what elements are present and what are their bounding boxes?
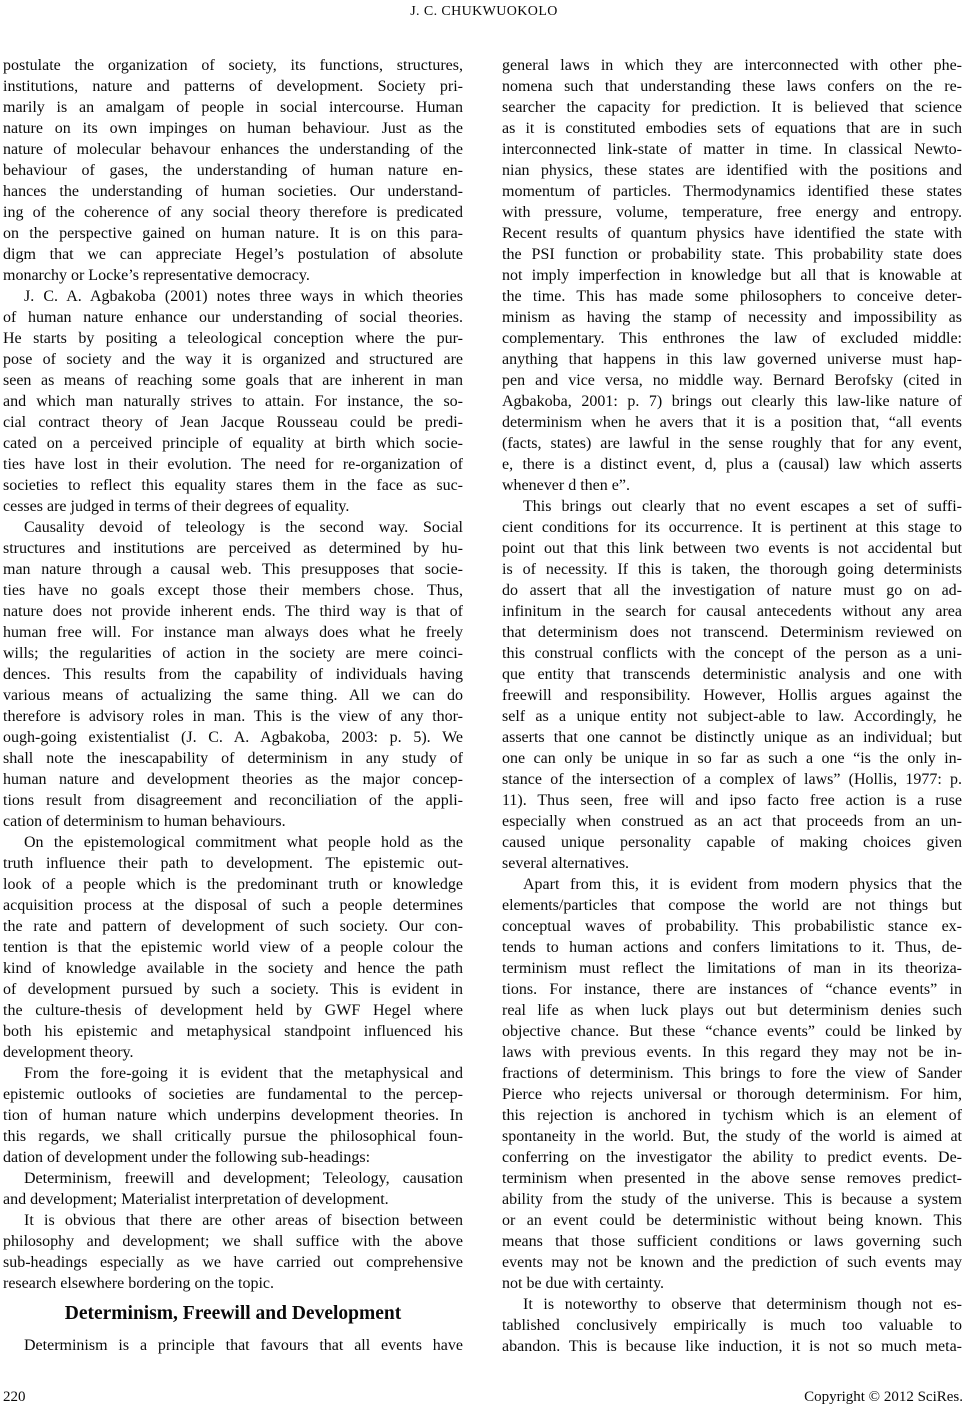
text-line: It is noteworthy to observe that determinism though not es-	[523, 1296, 962, 1313]
text-line: digm that we can appreciate Hegel’s postulation of absolute	[3, 246, 463, 263]
text-line: He starts by positing a teleological conception where the pur-	[3, 330, 463, 347]
section-heading: Determinism, Freewill and Development	[64, 1303, 402, 1324]
text-line: Pierce who rejects universal or thorough determinism. For him,	[502, 1086, 962, 1103]
text-line: pose of society and the way it is organized and structured are	[3, 351, 463, 368]
text-line: both his epistemic and metaphysical standpoint influenced his	[3, 1023, 463, 1040]
text-line: dation of development under the following sub-headings:	[3, 1149, 371, 1166]
text-line: behaviour of gases, the understanding of human nature en-	[3, 162, 463, 179]
text-line: societies to reflect this equality stares them in the face as suc-	[3, 477, 463, 494]
text-line: human free will. For instance man always does what he freely	[3, 624, 463, 641]
text-line: objective chance. But these “chance events” could be linked by	[502, 1023, 962, 1040]
text-line: nature does not provide inherent ends. The third way is that of	[3, 603, 463, 620]
text-line: cesses are judged in terms of their degrees of equality.	[3, 498, 350, 515]
text-line: fractions of determinism. This brings to fore the view of Sander	[502, 1065, 962, 1082]
text-line: nature of molecular behavour enhances the understanding of the	[3, 141, 463, 158]
text-line: several alternatives.	[502, 855, 630, 872]
text-line: anything that happens in this law governed universe must hap-	[502, 351, 962, 368]
text-line: do assert that all the investigation of nature must go on ad-	[502, 582, 962, 599]
text-line: general laws in which they are interconnected with other phe-	[502, 57, 962, 74]
text-line: nian physics, these states are identified with the positions and	[502, 162, 962, 179]
text-line: tions result from disagreement and reconciliation of the appli-	[3, 792, 463, 809]
left-column	[3, 55, 463, 1357]
paragraph	[3, 1168, 463, 1210]
text-line: human nature and development theories as the major concep-	[3, 771, 463, 788]
text-line: real life as when luck plays out but determinism denies such	[502, 1002, 962, 1019]
text-line: (facts, states) are lawful in the sense roughly that for any event,	[502, 435, 962, 452]
text-line: nature on its own impinges on human behaviour. Just as the	[3, 120, 463, 137]
text-line: ties have lost in their evolution. The need for re-organization of	[3, 456, 463, 473]
text-line: seen as means of reaching some goals that are inherent in man	[3, 372, 463, 389]
text-line: asserts that one cannot be distinctly unique as an individual; but	[502, 729, 962, 746]
text-line: cated on a perceived principle of equality at birth which socie-	[3, 435, 463, 452]
paragraph	[3, 55, 463, 286]
text-line: Causality devoid of teleology is the second way. Social	[24, 519, 463, 536]
text-line: research elsewhere bordering on the topic.	[3, 1275, 274, 1292]
text-line: this regards, we shall critically pursue the philosophical foun-	[3, 1128, 463, 1145]
text-line: not imply imperfection in knowledge but all that is knowable at	[502, 267, 962, 284]
text-line: development theory.	[3, 1044, 134, 1061]
text-line: the culture-thesis of development held by GWF Hegel where	[3, 1002, 463, 1019]
text-line: philosophy and development; we shall suffice with the above	[3, 1233, 463, 1250]
text-line: cient conditions for its occurrence. It is pertinent at this stage to	[502, 519, 962, 536]
paragraph	[3, 1063, 463, 1168]
text-line: Apart from this, it is evident from modern physics that the	[523, 876, 962, 893]
text-line: whenever d then e”.	[502, 477, 630, 494]
text-line: or an event could be deterministic without being known. This	[502, 1212, 962, 1229]
text-line: terminism must reflect the limitations of man in its theoriza-	[502, 960, 962, 977]
paragraph	[502, 874, 962, 1294]
text-line: J. C. A. Agbakoba (2001) notes three ways in which theories	[24, 288, 463, 305]
text-line: the rate and pattern of development of such society. Our con-	[3, 918, 463, 935]
text-line: interconnected link-state of matter in time. In classical Newto-	[502, 141, 962, 158]
text-line: not be due with certainty.	[502, 1275, 665, 1292]
paragraph	[3, 286, 463, 517]
text-line: means that those sufficient conditions or laws governing such	[502, 1233, 962, 1250]
text-line: hances the understanding of human societies. Our understand-	[3, 183, 463, 200]
text-line: 11). Thus seen, free will and ipso facto free action is a ruse	[502, 792, 962, 809]
text-line: man nature through a causal web. This presupposes that socie-	[3, 561, 463, 578]
text-line: postulate the organization of society, its functions, structures,	[3, 57, 463, 74]
text-line: point out that this link between two events is not accidental but	[502, 540, 962, 557]
text-line: conferring on the investigator the ability to predict events. De-	[502, 1149, 962, 1166]
text-line: the PSI function or probability state. This probability state does	[502, 246, 962, 263]
text-line: tions. For instance, there are instances of “chance events” in	[502, 981, 962, 998]
two-column-body	[3, 55, 962, 1357]
text-line: conceptual waves of probability. This probabilistic stance ex-	[502, 918, 962, 935]
text-line: epistemic outlooks of societies are fundamental to the percep-	[3, 1086, 463, 1103]
paragraph	[502, 55, 962, 496]
text-line: that determinism does not transcend. Determinism reviewed on	[502, 624, 962, 641]
text-line: monarchy or Locke’s representative democracy.	[3, 267, 310, 284]
text-line: nomena such that understanding these laws confers on the re-	[502, 78, 962, 95]
text-line: Determinism is a principle that favours that all events have	[24, 1337, 463, 1354]
paragraph	[3, 517, 463, 832]
text-line: sub-headings especially as we have carried out comprehensive	[3, 1254, 463, 1271]
text-line: tion of human nature which underpins development theories. In	[3, 1107, 463, 1124]
text-line: the time. This has made some philosophers to conceive deter-	[502, 288, 962, 305]
paragraph	[3, 832, 463, 1063]
text-line: stance of the intersection of a complex of laws” (Hollis, 1977: p.	[502, 771, 962, 788]
text-line: and which man naturally strives to attain. For instance, the so-	[3, 393, 463, 410]
text-line: Agbakoba, 2001: p. 7) brings out clearly this law-like nature of	[502, 393, 962, 410]
text-line: kind of knowledge available in the society and hence the path	[3, 960, 463, 977]
text-line: From the fore-going it is evident that the metaphysical and	[24, 1065, 463, 1082]
text-line: is of necessity. If this is taken, the thorough going determinists	[502, 561, 962, 578]
paragraph	[502, 1294, 962, 1357]
copyright-notice: Copyright © 2012 SciRes.	[804, 1389, 963, 1405]
text-line: On the epistemological commitment what people hold as the	[24, 834, 463, 851]
text-line: marily is an amalgam of people in social intercourse. Human	[3, 99, 463, 116]
text-line: terminism when presented in the above sense removes predict-	[502, 1170, 962, 1187]
text-line: cial contract theory of Jean Jacque Rousseau could be predi-	[3, 414, 463, 431]
text-line: tention is that the epistemic world view of a people colour the	[3, 939, 463, 956]
text-line: ties have no goals except those their members chose. Thus,	[3, 582, 463, 599]
text-line: que entity that transcends deterministic analysis and one with	[502, 666, 962, 683]
text-line: on the perspective gained on human nature. It is on this para-	[3, 225, 463, 242]
text-line: searcher the capacity for prediction. It is believed that science	[502, 99, 962, 116]
text-line: cation of determinism to human behaviours.	[3, 813, 286, 830]
text-line: self as a unique entity not subject-able to law. Accordingly, he	[502, 708, 962, 725]
text-line: ability from the study of the universe. This is because a system	[502, 1191, 962, 1208]
page-footer	[3, 1388, 963, 1406]
text-line: abandon. This is because like induction, it is not so much meta-	[502, 1338, 962, 1355]
text-line: elements/particles that compose the world are not things but	[502, 897, 962, 914]
text-line: This brings out clearly that no event escapes a set of suffi-	[523, 498, 962, 515]
text-line: truth influence their path to development. The epistemic out-	[3, 855, 463, 872]
text-line: ough-going existentialist (J. C. A. Agbakoba, 2003: p. 5). We	[3, 729, 463, 746]
text-line: various means of actualizing the same thing. All we can do	[3, 687, 463, 704]
text-line: Determinism, freewill and development; Teleology, causation	[24, 1170, 463, 1187]
page-number: 220	[3, 1389, 26, 1405]
text-line: Recent results of quantum physics have identified the state with	[502, 225, 962, 242]
text-line: therefore is advisory roles in man. This is the view of any thor-	[3, 708, 463, 725]
text-line: It is obvious that there are other areas of bisection between	[24, 1212, 463, 1229]
text-line: pen and vice versa, no middle way. Bernard Berofsky (cited in	[502, 372, 962, 389]
text-line: as it is constituted embodies sets of equations that are in such	[502, 120, 962, 137]
text-line: and development; Materialist interpretation of development.	[3, 1191, 389, 1208]
text-line: freewill and responsibility. However, Hollis argues against the	[502, 687, 962, 704]
text-line: tablished conclusively empirically is much too valuable to	[502, 1317, 962, 1334]
text-line: minism as having the stamp of necessity and impossibility as	[502, 309, 962, 326]
paragraph	[3, 1210, 463, 1294]
text-line: this rejection is anchored in tychism which is an element of	[502, 1107, 962, 1124]
text-line: laws with previous events. In this regard they may not be in-	[502, 1044, 962, 1061]
paragraph	[3, 1335, 463, 1356]
text-line: one can only be unique in so far as such a one “is the only in-	[502, 750, 962, 767]
text-line: dences. This results from the capability of individuals having	[3, 666, 463, 683]
text-line: look of a people which is the predominant truth or knowledge	[3, 876, 463, 893]
text-line: acquisition process at the disposal of such a people determines	[3, 897, 463, 914]
text-line: events may not be known and the prediction of such events may	[502, 1254, 962, 1271]
text-line: tends to human actions and confers limitations to it. Thus, de-	[502, 939, 962, 956]
text-line: caused unique personality capable of making choices given	[502, 834, 962, 851]
text-line: determinism when he avers that it is a position that, “all events	[502, 414, 962, 431]
text-line: momentum of particles. Thermodynamics identified these states	[502, 183, 962, 200]
text-line: this construal conflicts with the concept of the person as a uni-	[502, 645, 962, 662]
text-line: of human nature enhance our understanding of social theories.	[3, 309, 463, 326]
text-line: shall note the inescapability of determinism in any study of	[3, 750, 463, 767]
text-line: wills; the regularities of action in the society are mere coinci-	[3, 645, 463, 662]
running-head: J. C. CHUKWUOKOLO	[410, 4, 558, 19]
text-line: structures and institutions are perceived as determined by hu-	[3, 540, 463, 557]
right-column	[502, 55, 962, 1357]
text-line: complementary. This enthrones the law of excluded middle:	[502, 330, 962, 347]
text-line: e, there is a distinct event, d, plus a (causal) law which asserts	[502, 456, 962, 473]
text-line: spontaneity in the world. But, the study of the world is aimed at	[502, 1128, 962, 1145]
text-line: institutions, nature and patterns of development. Society pri-	[3, 78, 463, 95]
text-line: especially when construed as an act that proceeds from an un-	[502, 813, 962, 830]
text-line: with pressure, volume, temperature, free energy and entropy.	[502, 204, 962, 221]
text-line: of development pursued by such a society. This is evident in	[3, 981, 463, 998]
paragraph	[502, 496, 962, 874]
text-line: ing of the coherence of any social theory therefore is predicated	[3, 204, 463, 221]
text-line: infinitum in the search for causal antecedents without any area	[502, 603, 962, 620]
